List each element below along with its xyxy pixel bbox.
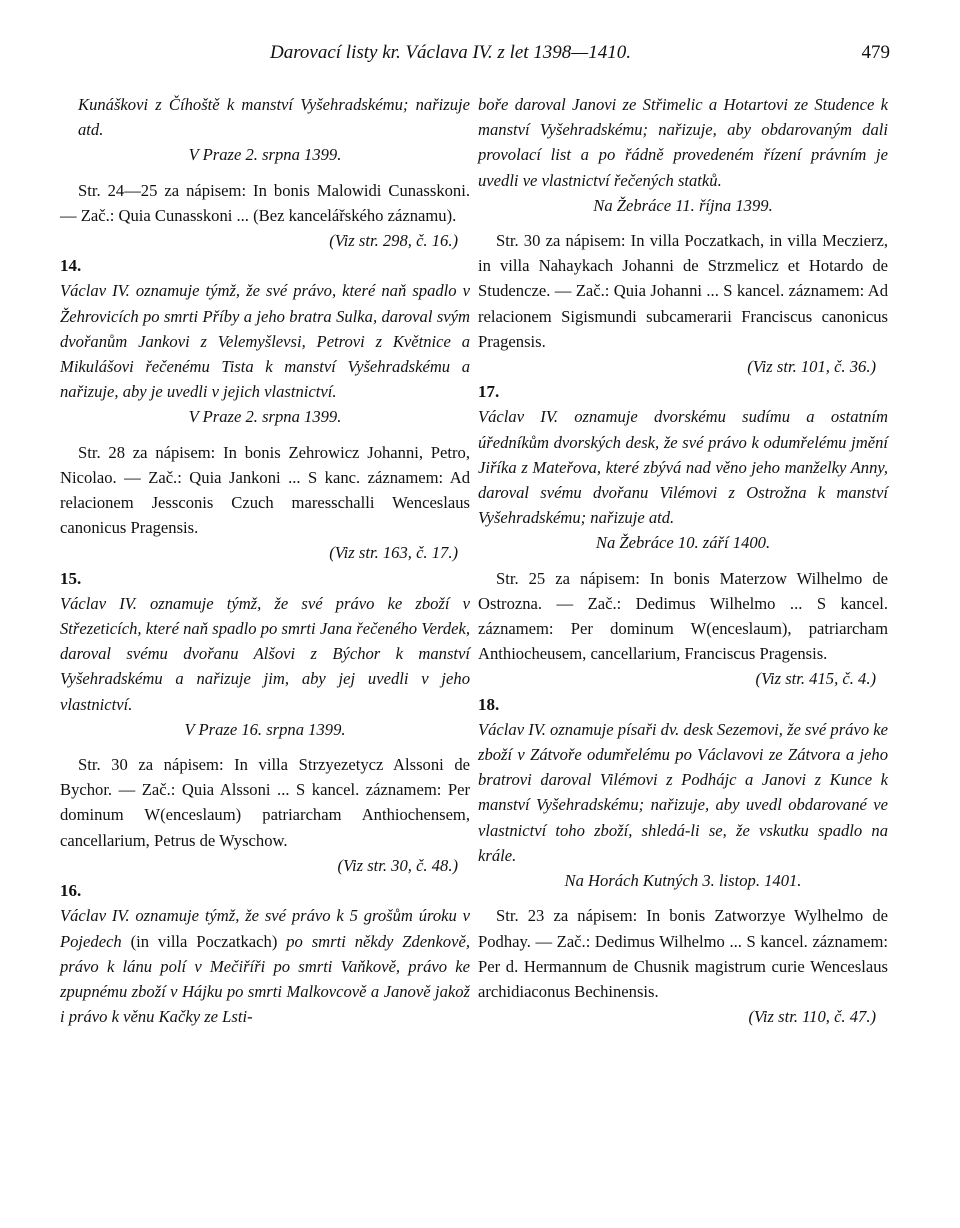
entry-summary-16-latin: (in villa Poczatkach) (130, 931, 278, 951)
archival-note-14: Str. 28 za nápisem: In bonis Zehrowicz Johanni, Petro, Nicolao. — Zač.: Quia Jankoni ... S kanc. záznamem: Ad relacionem Jessconis Czuch maresschalli Wenceslaus canonicus Pragensis. (60, 442, 470, 538)
dateline-18: Na Horách Kutných 3. listop. 1401. (564, 871, 802, 891)
dateline-15: V Praze 16. srpna 1399. (184, 719, 346, 739)
entry-summary-16-part-c: po smrti někdy Zdenkově, právo k lánu polí v Mečiříři po smrti Vaňkově, právo ke zpupnému zboží v Hájku po smrti Malkovcově a Janově jakož i právo k věnu Kačky ze Lsti- (60, 931, 470, 1027)
cross-reference-18: (Viz str. 110, č. 47.) (748, 1007, 876, 1027)
entry-number-14: 14. (60, 256, 82, 276)
cross-reference-16: (Viz str. 101, č. 36.) (747, 357, 876, 377)
archival-note-18: Str. 23 za nápisem: In bonis Zatworzye Wylhelmo de Podhay. — Zač.: Dedimus Wilhelmo ... S kancel. záznamem: Per d. Hermannum de Chusnik magistrum curie Wenceslaus archidiaconus Bechinensis. (478, 906, 888, 1001)
archival-note: Str. 24—25 za nápisem: In bonis Malowidi Cunasskoni. — Zač.: Quia Cunasskoni ... (Bez kancelářského záznamu). (60, 180, 470, 225)
entry-summary-16-continued: boře daroval Janovi ze Střimelic a Hotartovi ze Studence k manství Vyšehradskému; nařizuje, aby obdarovaným dali provolací list a po řádně provedeném řízení právním je uvedli ve vlastnictví řečených statků. (478, 95, 888, 190)
page-number: 479 (861, 42, 890, 63)
archival-note-16: Str. 30 za nápisem: In villa Poczatkach, in villa Meczierz, in villa Nahaykach Johanni de Strzmelicz et Hotardo de Studencze. — Zač.: Quia Johanni ... S kancel. záznamem: Ad relacionem Sigismundi subcamerarii Franciscus canonicus Pragensis. (478, 231, 888, 351)
continued-summary: Kunáškovi z Číhoště k manství Vyšehradskému; nařizuje atd. (78, 95, 470, 140)
entry-summary-14: Václav IV. oznamuje týmž, že své právo, které naň spadlo v Žehrovicích po smrti Příby a jeho bratra Sulka, daroval svým dvořanům Jankovi z Velemyšlevsi, Petrovi z Květnice a Mikulášovi řečenému Tista k manství Vyšehradskému a nařizuje, aby je uvedli v jejich vlastnictví. (60, 281, 470, 402)
cross-reference-15: (Viz str. 30, č. 48.) (337, 855, 458, 875)
cross-reference-17: (Viz str. 415, č. 4.) (755, 669, 876, 689)
entry-summary-18: Václav IV. oznamuje písaři dv. desk Sezemovi, že své právo ke zboží v Zátvoře odumřelému po Václavovi ze Zátvora a jeho bratrovi daroval Vilémovi z Podhájc a Janovi z Kunce k manství Vyšehradskému; nařizuje, aby uvedl obdarované ve vlastnictví toho zboží, shledá-li se, že vskutku spadlo na krále. (478, 719, 888, 865)
entry-number-15: 15. (60, 568, 82, 588)
entry-number-16: 16. (60, 881, 82, 901)
archival-note-15: Str. 30 za nápisem: In villa Strzyezetycz Alssoni de Bychor. — Zač.: Quia Alssoni ... S kancel. záznamem: Per dominum W(enceslaum) patriarcham Anthiochensem, cancellarium, Petrus de Wyschow. (60, 755, 470, 850)
dateline-17: Na Žebráce 10. září 1400. (595, 533, 771, 553)
left-column (60, 92, 470, 1029)
right-column (478, 92, 888, 1029)
cross-reference: (Viz str. 298, č. 16.) (329, 231, 458, 251)
entry-summary-16-part-a: Václav IV. oznamuje týmž, že své právo k 5 grošům úroku v Pojedech (60, 906, 470, 951)
entry-summary-15: Václav IV. oznamuje týmž, že své právo ke zboží v Střezeticích, které naň spadlo po smrti Jana řečeného Verdek, daroval svému dvořanu Alšovi z Býchor k manství Vyšehradskému a nařizuje jim, aby jej uvedli v jeho vlastnictví. (60, 593, 470, 714)
archival-note-17: Str. 25 za nápisem: In bonis Materzow Wilhelmo de Ostrozna. — Zač.: Dedimus Wilhelmo ... S kancel. záznamem: Per dominum W(enceslaum), patriarcham Anthiocheusem, cancellarium, Franciscus Pragensis. (478, 568, 888, 664)
dateline: V Praze 2. srpna 1399. (188, 145, 342, 165)
dateline-14: V Praze 2. srpna 1399. (188, 407, 342, 427)
entry-number-17: 17. (478, 382, 500, 402)
dateline-16: Na Žebráce 11. října 1399. (593, 195, 773, 215)
entry-number-18: 18. (478, 694, 500, 714)
entry-summary-17: Václav IV. oznamuje dvorskému sudímu a ostatním úředníkům dvorských desk, že své právo k odumřelému jmění Jiříka z Mateřova, které zbývá nad věno jeho manželky Anny, daroval svému dvořanu Vilémovi z Ostrožna k manství Vyšehradskému; nařizuje atd. (478, 407, 888, 528)
page-header (60, 42, 890, 72)
cross-reference-14: (Viz str. 163, č. 17.) (329, 543, 458, 563)
running-title: Darovací listy kr. Václava IV. z let 1398—1410. (270, 42, 631, 63)
entry-summary-16 (60, 903, 470, 1029)
